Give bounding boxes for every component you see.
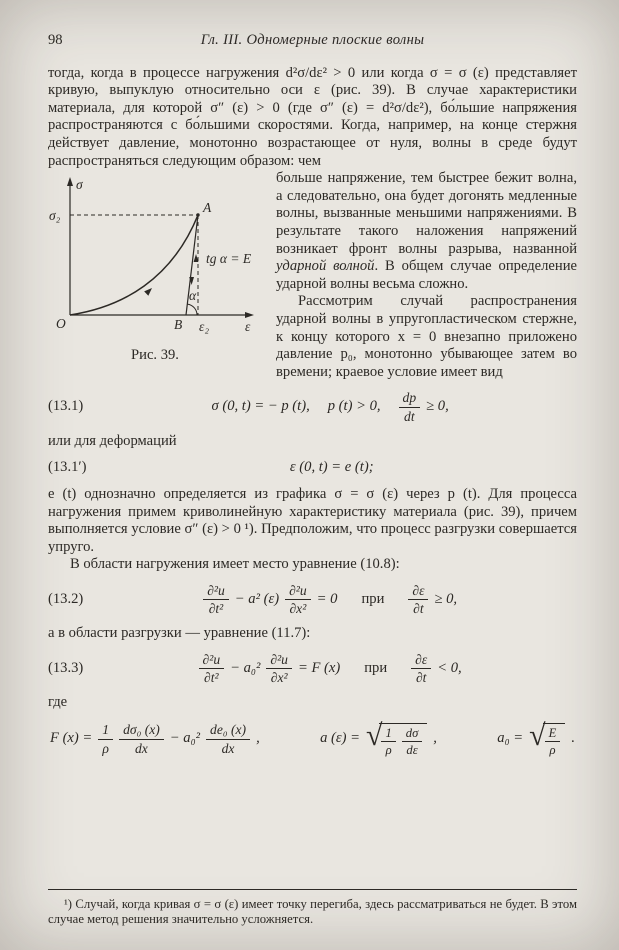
numerator: dσ₀ (x) <box>119 722 164 739</box>
formula-a-eps <box>320 718 437 758</box>
origin-label: O <box>56 316 66 332</box>
radical-icon: √ <box>529 718 546 752</box>
math-term <box>199 652 341 685</box>
denominator: ρ <box>102 740 109 756</box>
math-text: ε (0, t) = e (t); <box>289 459 374 476</box>
paragraph-5: e (t) однозначно определяется из графика σ = σ (ε) через p (t). Для процесса нагружения примем криволинейную характеристику материала (рис. 39), причем выполняется условие σ″ (ε) > 0 ¹). Предположим, что процесс разгрузки совершается упруго. <box>48 485 577 555</box>
fraction-dp-dt <box>399 390 421 423</box>
numerator: dσ <box>402 726 423 742</box>
point-a-label: A <box>203 200 212 216</box>
footnote-section <box>48 889 577 928</box>
radicand <box>543 723 566 757</box>
paragraph-6: В области нагружения имеет место уравнение (10.8): <box>70 556 400 573</box>
fraction-deps-dt <box>411 652 431 685</box>
page-content <box>48 65 577 767</box>
math-text: , <box>256 730 260 747</box>
equation-13-2 <box>48 583 577 616</box>
equation-body <box>83 583 577 616</box>
math-text: < 0, <box>437 659 462 676</box>
text-segment: больше напряжение, тем быстрее бежит волна, а следовательно, она будет догонять медленные волны, вызванные меньшими напряжениями. В результате такого наложения напряжений возникает фронт волны разрыва, названной <box>276 170 577 257</box>
math-text: ≥ 0, <box>434 590 458 607</box>
numerator: dp <box>399 390 421 407</box>
numerator: 1 <box>381 726 395 742</box>
equation-body <box>86 459 577 477</box>
loading-curve <box>70 215 198 315</box>
math-text: p (t) > 0, <box>327 398 381 415</box>
equation-13-1 <box>48 390 577 423</box>
math-text: ≥ 0, <box>426 398 449 415</box>
numerator: ∂²u <box>199 652 225 669</box>
equation-13-1-prime <box>48 459 577 477</box>
denominator: dx <box>221 740 235 756</box>
fraction-d2u-dt2 <box>199 652 225 685</box>
equation-body <box>83 652 577 685</box>
emphasis-shock-wave: ударной волной <box>276 258 375 275</box>
math-term <box>411 652 462 685</box>
equation-label: (13.1′) <box>48 459 87 476</box>
equation-label: (13.3) <box>48 659 84 676</box>
math-text: = F (x) <box>297 659 341 676</box>
denominator: ∂t <box>415 670 427 686</box>
alpha-label: α <box>189 288 197 304</box>
eps-axis-label: ε <box>245 319 251 335</box>
radical-icon: √ <box>366 718 383 752</box>
paragraph-1: тогда, когда в процессе нагружения d²σ/dε² > 0 или когда σ = σ (ε) представляет кривую, выпуклую относительно оси ε (рис. 39). В случае характеристики материала, для которой σ″ (ε) > 0 (где σ″ (ε) = d²σ/dε²), бо́льшие напряжения распространяются с бо́льшими скоростями. Когда, например, на конце стержня действует давление, монотонно возрастающее от нуля, волны в среде будут распространяться следующим образом: чем <box>48 64 577 169</box>
denominator: ρ <box>549 743 556 758</box>
math-text: F (x) = <box>50 730 93 747</box>
sqrt-term <box>529 718 565 758</box>
fraction-1-rho <box>98 722 113 755</box>
fraction-d2u-dx2 <box>285 583 311 616</box>
point-b-label: B <box>174 317 183 333</box>
math-term <box>408 583 457 616</box>
math-text: − a₀² <box>230 659 261 676</box>
sigma2-label: σ₂ <box>49 208 61 224</box>
numerator: E <box>545 726 561 742</box>
footnote-text: ¹) Случай, когда кривая σ = σ (ε) имеет точку перегиба, здесь рассматриваться не будет. В этом случае метод решения значительно усложняется. <box>48 896 577 927</box>
denominator: ∂t <box>413 601 424 617</box>
denominator: ∂t² <box>204 670 219 686</box>
fraction-1-rho <box>381 726 395 757</box>
equation-13-3 <box>48 652 577 685</box>
fraction-deps-dt <box>408 583 428 616</box>
math-text: σ (0, t) = − p (t), <box>211 398 310 415</box>
sigma-axis-label: σ <box>76 177 83 193</box>
formula-F <box>50 722 260 755</box>
paragraph-7: а в области разгрузки — уравнение (11.7): <box>48 625 311 642</box>
curve-direction-arrow-icon <box>144 286 154 296</box>
chapter-title: Гл. III. Одномерные плоские волны <box>200 32 425 48</box>
numerator: ∂ε <box>411 652 431 669</box>
math-text: , <box>433 730 437 747</box>
point-a-marker <box>196 213 199 216</box>
radicand <box>379 723 427 757</box>
fraction-E-rho <box>545 726 561 757</box>
math-text: a (ε) = <box>320 730 360 747</box>
footnote-divider <box>48 889 577 890</box>
figure-caption: Рис. 39. <box>131 347 179 364</box>
denominator: ∂x² <box>270 670 288 686</box>
math-term <box>399 390 449 423</box>
fraction-d2u-dt2 <box>203 583 229 616</box>
eps2-label: ε₂ <box>199 319 210 335</box>
equation-body <box>83 390 577 423</box>
math-text: = 0 <box>316 590 338 607</box>
math-text: − a₀² <box>169 730 201 747</box>
figure-39 <box>48 175 262 365</box>
numerator: de₀ (x) <box>206 722 250 739</box>
tangent-slope-label: tg α = E <box>206 251 252 267</box>
denominator: ∂t² <box>208 601 224 617</box>
sigma-axis-arrow-icon <box>67 177 73 186</box>
page-number: 98 <box>48 32 63 48</box>
numerator: 1 <box>98 722 113 739</box>
eps-axis-arrow-icon <box>245 312 254 318</box>
page-header <box>48 32 577 50</box>
numerator: ∂²u <box>266 652 292 669</box>
equation-label: (13.2) <box>48 590 84 607</box>
paragraph-3: Рассмотрим случай распространения ударной волны в упругопластическом стержне, к концу которого x = 0 внезапно приложено давление p₀, монотонно убывающее затем во времени; краевое условие имеет вид <box>276 293 577 380</box>
math-text: . <box>571 730 575 747</box>
text-segment: . В общем случае определение ударной волны весьма сложно. <box>276 258 578 292</box>
math-text: − a² (ε) <box>234 590 280 607</box>
equation-body <box>48 718 577 758</box>
fraction-dsigma0-dx <box>119 722 164 755</box>
fraction-de0-dx <box>206 722 250 755</box>
denominator: dε <box>406 743 418 758</box>
alpha-angle-arc <box>187 304 197 315</box>
numerator: ∂ε <box>408 583 428 600</box>
condition-keyword: при <box>364 659 388 676</box>
denominator: dt <box>404 408 415 424</box>
paragraph-4: или для деформаций <box>48 432 177 449</box>
paragraph-8: где <box>48 694 68 711</box>
equation-label: (13.1) <box>48 398 84 415</box>
numerator: ∂²u <box>285 583 311 600</box>
numerator: ∂²u <box>203 583 229 600</box>
condition-keyword: при <box>361 590 385 607</box>
math-term <box>203 583 337 616</box>
denominator: ρ <box>385 743 392 758</box>
math-text: a₀ = <box>497 730 524 747</box>
denominator: dx <box>135 740 148 756</box>
formula-a0 <box>497 718 575 758</box>
fraction-d2u-dx2 <box>266 652 292 685</box>
fraction-dsigma-deps <box>402 726 423 757</box>
stress-strain-diagram <box>48 175 262 343</box>
equation-f-a <box>48 718 577 758</box>
sqrt-term <box>366 718 427 758</box>
denominator: ∂x² <box>289 601 307 617</box>
